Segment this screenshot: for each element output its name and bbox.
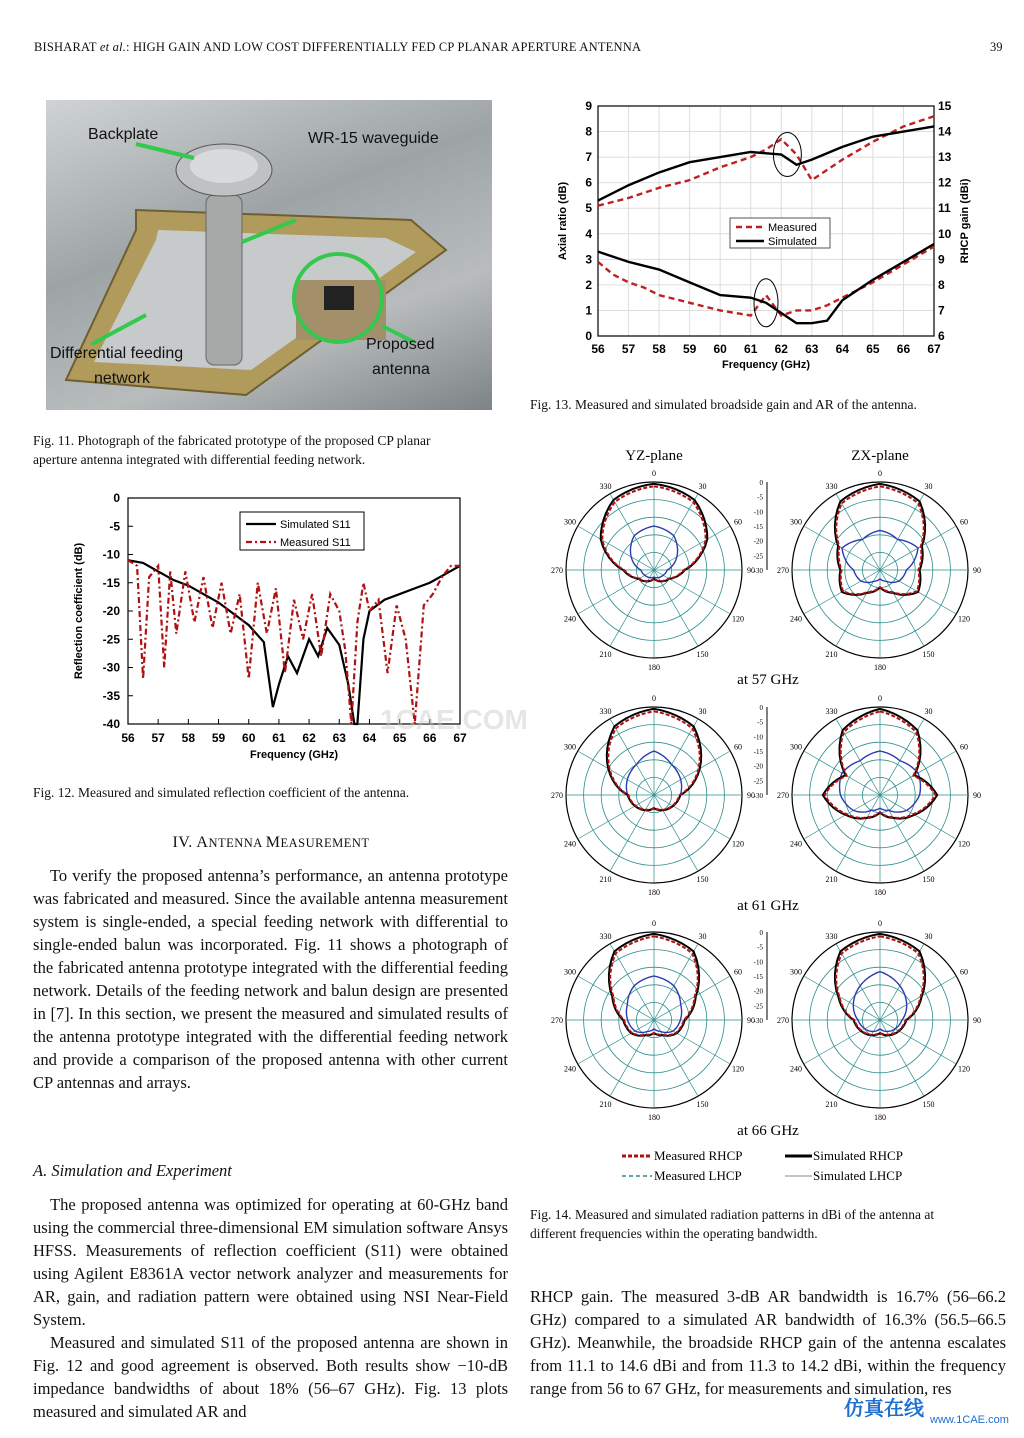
fig13-series-line — [598, 244, 934, 323]
polar-spoke — [654, 1020, 730, 1064]
fig13-xtick-label: 57 — [621, 342, 636, 356]
fig13-ytick-label: 8 — [585, 124, 592, 139]
polar-angle-label: 240 — [563, 1064, 576, 1074]
polar-angle-label: 60 — [960, 517, 969, 527]
fig12-xtick-label: 61 — [272, 731, 286, 745]
fig13-legend-label: Measured — [768, 222, 817, 234]
fig12-xtick-label: 66 — [423, 731, 437, 745]
fig13-xtick-label: 62 — [774, 342, 788, 356]
polar-angle-label: 330 — [825, 706, 838, 716]
site-logo-url: www.1CAE.com — [930, 1414, 1009, 1426]
polar-angle-label: 270 — [551, 1016, 563, 1025]
polar-angle-label: 330 — [825, 931, 838, 941]
fig11-caption: Fig. 11. Photograph of the fabricated prototype of the proposed CP planar aperture antenna integrated with differential feeding network. — [33, 433, 431, 467]
legend-simulated-rhcp: Simulated RHCP — [813, 1148, 903, 1163]
legend-measured-rhcp: Measured RHCP — [654, 1148, 743, 1163]
fig12-xtick-label: 60 — [242, 731, 256, 745]
polar-spoke — [804, 1020, 880, 1064]
polar-spoke — [654, 795, 730, 839]
polar-spoke — [804, 976, 880, 1020]
polar-angle-label: 210 — [599, 650, 612, 660]
polar-angle-label: 30 — [698, 931, 707, 941]
polar-spoke — [880, 1020, 956, 1064]
polar-spoke — [610, 795, 654, 871]
fig13-xtick-label: 60 — [713, 342, 727, 356]
fig13-series-line — [598, 247, 934, 316]
polar-angle-label: 30 — [698, 706, 707, 716]
polar-spoke — [880, 795, 924, 871]
polar-angle-label: 120 — [958, 614, 971, 624]
polar-db-scale — [754, 479, 767, 575]
fig12-series-line — [128, 560, 460, 724]
polar-plot — [777, 469, 981, 672]
polar-angle-label: 30 — [698, 481, 707, 491]
polar-plot — [551, 694, 755, 897]
polar-angle-label: 90 — [973, 791, 981, 800]
polar-angle-label: 210 — [825, 650, 838, 660]
polar-angle-label: 270 — [777, 791, 789, 800]
fig12-ytick-label: -15 — [102, 575, 120, 590]
fig13-ytick-label: 6 — [585, 175, 592, 190]
fig14-freq-61: at 61 GHz — [737, 898, 799, 914]
fig12-legend-label: Simulated S11 — [280, 519, 351, 531]
fig12-xtick-label: 64 — [362, 731, 377, 745]
fig12-xtick-label: 59 — [211, 731, 226, 745]
polar-angle-label: 180 — [648, 888, 660, 897]
polar-angle-label: 90 — [747, 1016, 755, 1025]
fig13-ytick-label: 3 — [585, 252, 592, 267]
polar-db-label: 0 — [759, 479, 763, 487]
polar-angle-label: 30 — [924, 931, 933, 941]
polar-spoke — [880, 976, 956, 1020]
fig13-ytick-label: 1 — [585, 303, 592, 318]
fig13-xtick-label: 59 — [682, 342, 697, 356]
polar-angle-label: 0 — [652, 694, 656, 703]
fig13-caption: Fig. 13. Measured and simulated broadside gain and AR of the antenna. — [530, 397, 917, 412]
polar-angle-label: 330 — [825, 481, 838, 491]
fig14-freq-57: at 57 GHz — [737, 672, 799, 688]
polar-angle-label: 120 — [732, 614, 745, 624]
label-waveguide: WR-15 waveguide — [308, 130, 439, 147]
polar-angle-label: 240 — [563, 614, 576, 624]
fig13-y2tick-label: 9 — [938, 252, 945, 267]
polar-db-label: -30 — [753, 792, 763, 800]
polar-angle-label: 240 — [789, 839, 802, 849]
polar-db-label: -15 — [753, 973, 763, 981]
fig13-y2tick-label: 6 — [938, 329, 945, 343]
polar-db-label: -15 — [753, 523, 763, 531]
fig14-col-yz: YZ-plane — [625, 448, 683, 464]
polar-db-label: -20 — [753, 537, 763, 546]
polar-angle-label: 60 — [734, 967, 743, 977]
polar-db-scale — [754, 929, 767, 1025]
fig12-caption: Fig. 12. Measured and simulated reflection coefficient of the antenna. — [33, 785, 410, 800]
fig12-ytick-label: -40 — [102, 717, 120, 731]
polar-angle-label: 150 — [696, 875, 709, 885]
polar-angle-label: 0 — [878, 919, 882, 928]
polar-angle-label: 180 — [648, 1113, 660, 1122]
polar-spoke — [610, 944, 654, 1020]
polar-angle-label: 300 — [563, 742, 576, 752]
fig12-ytick-label: -10 — [102, 547, 120, 562]
running-title: BISHARAT et al.: HIGH GAIN AND LOW COST DIFFERENTIALLY FED CP PLANAR APERTURE ANTENNA — [34, 40, 642, 54]
polar-db-label: -30 — [753, 1017, 763, 1025]
polar-angle-label: 120 — [958, 1064, 971, 1074]
polar-db-label: -20 — [753, 987, 763, 996]
polar-spoke — [654, 976, 730, 1020]
polar-angle-label: 0 — [878, 694, 882, 703]
polar-spoke — [578, 570, 654, 614]
polar-angle-label: 270 — [777, 1016, 789, 1025]
fig13-xlabel: Frequency (GHz) — [721, 359, 811, 371]
polar-angle-label: 0 — [652, 919, 656, 928]
fig12-ytick-label: -25 — [102, 632, 120, 647]
fig13-series-line — [598, 116, 934, 205]
polar-angle-label: 210 — [825, 1100, 838, 1110]
polar-db-label: -25 — [753, 777, 763, 786]
fig13-y2tick-label: 15 — [938, 99, 952, 113]
polar-angle-label: 150 — [922, 1100, 935, 1110]
fig14-freq-66: at 66 GHz — [737, 1123, 799, 1139]
fig13-ytick-label: 0 — [585, 329, 592, 343]
fig12-xtick-label: 56 — [121, 731, 135, 745]
polar-angle-label: 330 — [599, 706, 612, 716]
fig12-ytick-label: -5 — [109, 519, 120, 534]
fig13-y2tick-label: 13 — [938, 150, 952, 165]
polar-angle-label: 150 — [696, 650, 709, 660]
polar-angle-label: 180 — [874, 663, 886, 672]
polar-angle-label: 210 — [599, 1100, 612, 1110]
polar-angle-label: 270 — [777, 566, 789, 575]
fig13-xtick-label: 63 — [805, 342, 819, 356]
fig12-xtick-label: 62 — [302, 731, 316, 745]
fig12-xtick-label: 67 — [453, 731, 467, 745]
polar-angle-label: 210 — [825, 875, 838, 885]
legend-simulated-lhcp: Simulated LHCP — [813, 1168, 903, 1183]
label-feed-1: Differential feeding — [50, 345, 184, 362]
polar-db-label: -15 — [753, 748, 763, 756]
polar-db-label: 0 — [759, 929, 763, 937]
fig12-legend-label: Measured S11 — [280, 537, 351, 549]
fig13-xtick-label: 64 — [835, 342, 850, 356]
page-number: 39 — [990, 40, 1003, 54]
polar-angle-label: 210 — [599, 875, 612, 885]
fig12-legend — [240, 512, 364, 550]
polar-angle-label: 150 — [922, 875, 935, 885]
polar-angle-label: 60 — [734, 517, 743, 527]
fig13-y2tick-label: 7 — [938, 303, 945, 318]
fig13-y2tick-label: 8 — [938, 277, 945, 292]
polar-angle-label: 270 — [551, 791, 563, 800]
polar-angle-label: 300 — [563, 517, 576, 527]
polar-angle-label: 120 — [732, 1064, 745, 1074]
polar-db-label: -10 — [753, 508, 763, 517]
fig12-ytick-label: -30 — [102, 660, 120, 675]
polar-angle-label: 120 — [732, 839, 745, 849]
polar-db-label: -25 — [753, 1002, 763, 1011]
fig13-ytick-label: 9 — [585, 99, 592, 113]
polar-angle-label: 60 — [734, 742, 743, 752]
fig12-xtick-label: 65 — [392, 731, 407, 745]
polar-plot — [777, 694, 981, 897]
polar-db-label: -20 — [753, 762, 763, 771]
polar-plot — [777, 919, 981, 1122]
polar-angle-label: 270 — [551, 566, 563, 575]
fig13-legend-label: Simulated — [768, 236, 817, 248]
polar-angle-label: 240 — [789, 614, 802, 624]
polar-angle-label: 180 — [874, 888, 886, 897]
polar-angle-label: 90 — [747, 566, 755, 575]
fig14-caption: Fig. 14. Measured and simulated radiation patterns in dBi of the antenna at different frequencies within the operating bandwidth. — [530, 1207, 935, 1241]
fig13-xtick-label: 61 — [744, 342, 758, 356]
fig12-ytick-label: -35 — [102, 688, 120, 703]
polar-angle-label: 150 — [922, 650, 935, 660]
polar-spoke — [836, 795, 880, 871]
polar-angle-label: 60 — [960, 742, 969, 752]
fig14-legend — [622, 1148, 903, 1183]
polar-angle-label: 180 — [874, 1113, 886, 1122]
fig12-ytick-label: -20 — [102, 604, 120, 618]
polar-angle-label: 330 — [599, 931, 612, 941]
polar-angle-label: 90 — [973, 566, 981, 575]
polar-angle-label: 300 — [789, 742, 802, 752]
fig12-xtick-label: 63 — [332, 731, 346, 745]
fig13-xtick-label: 66 — [896, 342, 911, 356]
section-heading: IV. ANTENNA MEASUREMENT — [172, 834, 370, 851]
polar-angle-label: 300 — [789, 967, 802, 977]
label-proposed-2: antenna — [372, 361, 430, 378]
fig13-ytick-label: 4 — [585, 226, 592, 241]
fig13-ytick-label: 5 — [585, 201, 592, 216]
polar-angle-label: 30 — [924, 481, 933, 491]
paragraph-s11: Measured and simulated S11 of the proposed antenna are shown in Fig. 12 and good agreement is observed. Both results show −10-dB impedance bandwidths of about 18% (56–67 GHz). Fig. 13 plots measured and simulated AR and — [33, 1333, 508, 1421]
polar-spoke — [654, 795, 698, 871]
polar-db-label: -25 — [753, 552, 763, 561]
fig13-xtick-label: 67 — [927, 342, 941, 356]
polar-angle-label: 180 — [648, 663, 660, 672]
fig12-xtick-label: 57 — [151, 731, 165, 745]
subsection-heading: A. Simulation and Experiment — [33, 1161, 232, 1180]
fig13-ytick-label: 7 — [585, 150, 592, 165]
polar-angle-label: 300 — [563, 967, 576, 977]
polar-angle-label: 240 — [789, 1064, 802, 1074]
polar-angle-label: 150 — [696, 1100, 709, 1110]
fig13-y2label: RHCP gain (dBi) — [959, 178, 971, 264]
fig13-y2tick-label: 14 — [938, 124, 952, 139]
polar-db-label: -10 — [753, 958, 763, 967]
site-logo: 仿真在线 — [844, 1396, 924, 1420]
polar-angle-label: 90 — [973, 1016, 981, 1025]
fig13-ylabel: Axial ratio (dB) — [557, 181, 569, 261]
legend-measured-lhcp: Measured LHCP — [654, 1168, 742, 1183]
label-feed-2: network — [94, 370, 151, 387]
polar-angle-label: 30 — [924, 706, 933, 716]
polar-db-label: -30 — [753, 567, 763, 575]
polar-angle-label: 120 — [958, 839, 971, 849]
polar-db-label: -10 — [753, 733, 763, 742]
fig12-xtick-label: 58 — [181, 731, 196, 745]
polar-spoke — [578, 795, 654, 839]
polar-spoke — [654, 719, 698, 795]
fig13-y2tick-label: 11 — [938, 201, 951, 216]
polar-angle-label: 0 — [878, 469, 882, 478]
paragraph-simulation: The proposed antenna was optimized for operating at 60-GHz band using the commercial three-dimensional EM simulation software Ansys HFSS. Measurements of reflection coefficient (S11) were obtained using Agilent E8361A vector network analyzer and measurements for AR, gain, and radiation pattern were obtained using NSI Near-Field System. — [33, 1195, 508, 1329]
fig12-ylabel: Reflection coefficient (dB) — [73, 542, 85, 680]
polar-db-scale — [754, 704, 767, 800]
fig12-series-line — [128, 560, 460, 724]
fig13-y2tick-label: 12 — [938, 175, 952, 190]
polar-angle-label: 60 — [960, 967, 969, 977]
polar-plot — [551, 919, 755, 1122]
paragraph-intro: To verify the proposed antenna’s performance, an antenna prototype was fabricated and measured. Since the available antenna measurement system is single-ended, a special feeding network with differential to single-ended balun was incorporated. Fig. 11 shows a photograph of the fabricated antenna prototype integrated with the differential feeding network. Details of the feeding network and balun design are presented in [7]. In this section, we present the measured and simulated results of the antenna prototype integrated with the differential feeding network and provide a comparison of the proposed antenna with other current CP antennas and arrays. — [33, 866, 508, 1092]
fig13-xtick-label: 65 — [866, 342, 880, 356]
fig13-y2tick-label: 10 — [938, 226, 952, 241]
fig14-polar-patterns — [540, 440, 1020, 1200]
polar-spoke — [654, 570, 730, 614]
prototype-photo — [46, 100, 492, 410]
paragraph-gain: RHCP gain. The measured 3-dB AR bandwidth is 16.7% (56–66.2 GHz) compared to a simulated AR bandwidth of 16.3% (56.5–66.5 GHz). Meanwhile, the broadside RHCP gain of the antenna escalates from 11.1 to 14.6 dBi and from 11.3 to 14.2 dBi, within the frequency range from 56 to 67 GHz, for measurements and simulation, res — [530, 1287, 1006, 1398]
fig12-ytick-label: 0 — [113, 491, 120, 505]
label-proposed-1: Proposed — [366, 336, 435, 353]
fig12-xlabel: Frequency (GHz) — [249, 749, 339, 761]
fig13-xtick-label: 56 — [591, 342, 605, 356]
fig14-col-zx: ZX-plane — [851, 448, 909, 464]
polar-angle-label: 0 — [652, 469, 656, 478]
fig13-chart — [548, 96, 988, 381]
watermark: 1CAE.COM — [380, 704, 528, 735]
polar-plot — [551, 469, 755, 672]
polar-angle-label: 90 — [747, 791, 755, 800]
polar-db-label: -5 — [757, 493, 763, 502]
polar-db-label: -5 — [757, 718, 763, 727]
polar-spoke — [578, 1020, 654, 1064]
polar-spoke — [578, 976, 654, 1020]
polar-angle-label: 300 — [789, 517, 802, 527]
polar-db-label: 0 — [759, 704, 763, 712]
fig13-legend — [730, 218, 830, 248]
polar-db-label: -5 — [757, 943, 763, 952]
label-backplate: Backplate — [88, 126, 159, 143]
polar-angle-label: 240 — [563, 839, 576, 849]
fig13-ytick-label: 2 — [585, 277, 592, 292]
polar-angle-label: 330 — [599, 481, 612, 491]
fig13-xtick-label: 58 — [652, 342, 666, 356]
